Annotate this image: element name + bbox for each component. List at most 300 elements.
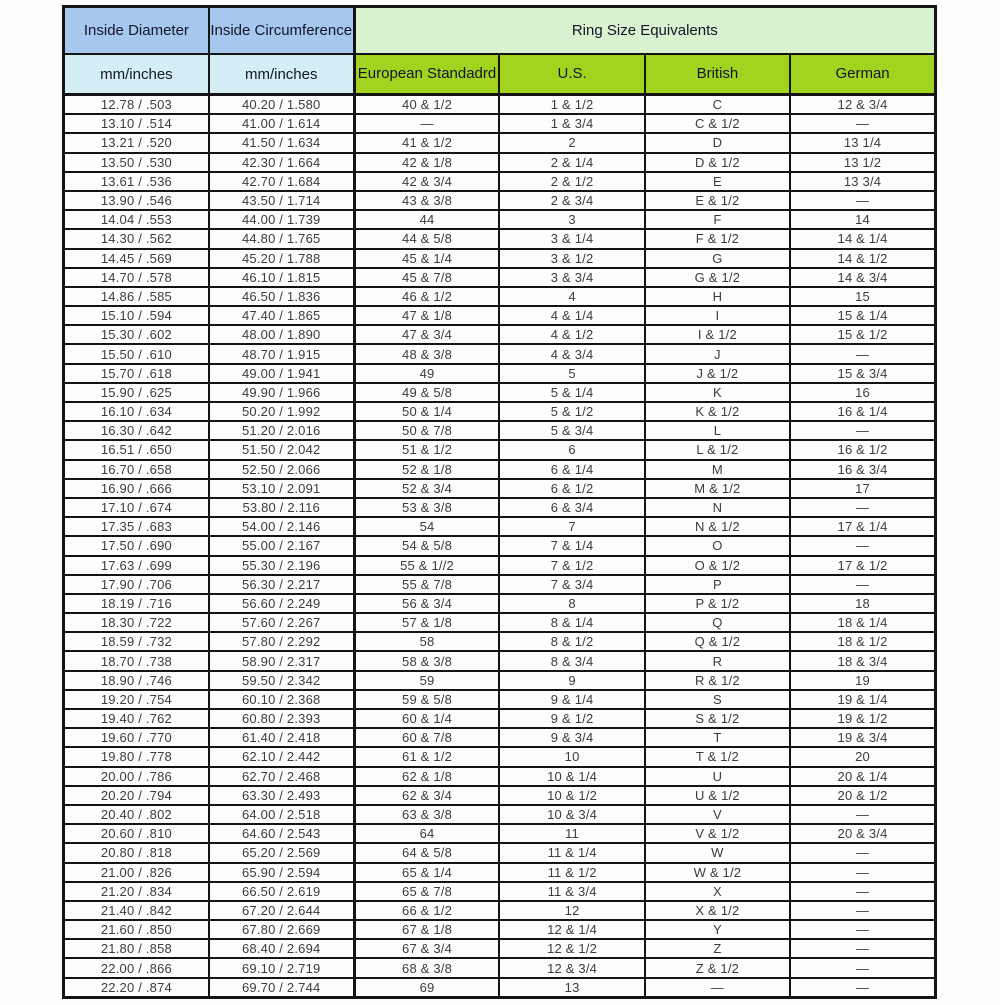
table-cell: 7: [499, 517, 644, 536]
table-cell: N: [645, 498, 790, 517]
table-row: [64, 920, 936, 939]
table-cell: Q: [645, 613, 790, 632]
table-cell: 54.00 / 2.146: [209, 517, 354, 536]
table-cell: 16.90 / .666: [64, 479, 209, 498]
column-header-german: German: [790, 54, 935, 95]
table-cell: 52.50 / 2.066: [209, 460, 354, 479]
table-row: [64, 863, 936, 882]
table-cell: 46.50 / 1.836: [209, 287, 354, 306]
table-cell: 4: [499, 287, 644, 306]
table-row: [64, 958, 936, 977]
table-cell: L & 1/2: [645, 440, 790, 459]
table-cell: 19.60 / .770: [64, 728, 209, 747]
table-cell: 18.30 / .722: [64, 613, 209, 632]
table-cell: 13: [499, 978, 644, 998]
table-cell: 14.70 / .578: [64, 268, 209, 287]
table-cell: 63.30 / 2.493: [209, 786, 354, 805]
table-cell: J & 1/2: [645, 364, 790, 383]
table-cell: 16 & 1/2: [790, 440, 935, 459]
table-cell: 1 & 1/2: [499, 95, 644, 115]
table-row: [64, 786, 936, 805]
table-cell: 40.20 / 1.580: [209, 95, 354, 115]
table-cell: C: [645, 95, 790, 115]
table-cell: 50 & 7/8: [354, 421, 499, 440]
table-cell: L: [645, 421, 790, 440]
table-cell: 64.60 / 2.543: [209, 824, 354, 843]
table-row: [64, 767, 936, 786]
table-cell: 11 & 1/4: [499, 843, 644, 862]
table-body: [64, 95, 936, 998]
table-row: [64, 268, 936, 287]
table-cell: M: [645, 460, 790, 479]
table-cell: 64.00 / 2.518: [209, 805, 354, 824]
table-cell: 20.80 / .818: [64, 843, 209, 862]
table-cell: 42.70 / 1.684: [209, 172, 354, 191]
table-cell: —: [790, 863, 935, 882]
table-cell: 55 & 1//2: [354, 556, 499, 575]
table-cell: 7 & 1/4: [499, 536, 644, 555]
table-cell: 62 & 1/8: [354, 767, 499, 786]
table-row: [64, 843, 936, 862]
table-cell: 19 & 1/2: [790, 709, 935, 728]
table-cell: 17.35 / .683: [64, 517, 209, 536]
table-cell: 49 & 5/8: [354, 383, 499, 402]
table-row: [64, 210, 936, 229]
table-cell: 14.30 / .562: [64, 229, 209, 248]
table-cell: 12 & 1/4: [499, 920, 644, 939]
table-cell: Z: [645, 939, 790, 958]
table-cell: F & 1/2: [645, 229, 790, 248]
table-cell: 8 & 1/4: [499, 613, 644, 632]
table-cell: 6 & 3/4: [499, 498, 644, 517]
table-cell: 5 & 3/4: [499, 421, 644, 440]
table-cell: X: [645, 882, 790, 901]
table-cell: 10 & 1/2: [499, 786, 644, 805]
table-cell: 13.10 / .514: [64, 114, 209, 133]
group-header-row: [64, 7, 936, 55]
table-cell: M & 1/2: [645, 479, 790, 498]
table-cell: 52 & 1/8: [354, 460, 499, 479]
table-row: [64, 479, 936, 498]
table-cell: I: [645, 306, 790, 325]
column-header-us: U.S.: [499, 54, 644, 95]
table-row: [64, 939, 936, 958]
table-cell: 17: [790, 479, 935, 498]
table-cell: 54: [354, 517, 499, 536]
table-cell: 58 & 3/8: [354, 651, 499, 670]
table-cell: —: [790, 421, 935, 440]
table-cell: 2 & 1/4: [499, 153, 644, 172]
table-cell: 15 & 1/4: [790, 306, 935, 325]
table-cell: 58: [354, 632, 499, 651]
table-cell: 49.00 / 1.941: [209, 364, 354, 383]
ring-size-conversion-table: [62, 5, 937, 999]
table-cell: 57.60 / 2.267: [209, 613, 354, 632]
table-cell: 55.00 / 2.167: [209, 536, 354, 555]
table-cell: 9 & 1/4: [499, 690, 644, 709]
table-cell: 13.50 / .530: [64, 153, 209, 172]
table-cell: —: [354, 114, 499, 133]
table-cell: 62.70 / 2.468: [209, 767, 354, 786]
table-cell: 12 & 1/2: [499, 939, 644, 958]
table-cell: 13.61 / .536: [64, 172, 209, 191]
table-cell: 17.90 / .706: [64, 575, 209, 594]
table-cell: 64 & 5/8: [354, 843, 499, 862]
table-cell: 8: [499, 594, 644, 613]
table-cell: 14.45 / .569: [64, 249, 209, 268]
table-cell: 19: [790, 671, 935, 690]
table-cell: 15: [790, 287, 935, 306]
table-cell: 5: [499, 364, 644, 383]
table-cell: 48.00 / 1.890: [209, 325, 354, 344]
table-cell: 8 & 3/4: [499, 651, 644, 670]
table-cell: 66.50 / 2.619: [209, 882, 354, 901]
table-cell: 21.20 / .834: [64, 882, 209, 901]
table-cell: X & 1/2: [645, 901, 790, 920]
table-cell: 50.20 / 1.992: [209, 402, 354, 421]
table-cell: 18.70 / .738: [64, 651, 209, 670]
column-header-european-standard: European Standadrd: [354, 54, 499, 95]
column-header-row: [64, 54, 936, 95]
table-row: [64, 460, 936, 479]
table-cell: 63 & 3/8: [354, 805, 499, 824]
table-cell: 11 & 3/4: [499, 882, 644, 901]
table-cell: 59.50 / 2.342: [209, 671, 354, 690]
table-cell: 18.90 / .746: [64, 671, 209, 690]
table-cell: 2: [499, 133, 644, 152]
table-cell: —: [790, 575, 935, 594]
table-cell: 3 & 3/4: [499, 268, 644, 287]
table-cell: 19.80 / .778: [64, 747, 209, 766]
table-row: [64, 383, 936, 402]
table-cell: 20.60 / .810: [64, 824, 209, 843]
table-cell: 12 & 3/4: [790, 95, 935, 115]
table-cell: 44.00 / 1.739: [209, 210, 354, 229]
table-cell: 4 & 1/4: [499, 306, 644, 325]
table-cell: —: [790, 843, 935, 862]
table-cell: 10 & 1/4: [499, 767, 644, 786]
table-cell: 14 & 3/4: [790, 268, 935, 287]
table-cell: 15.70 / .618: [64, 364, 209, 383]
table-cell: 9: [499, 671, 644, 690]
table-cell: U: [645, 767, 790, 786]
table-cell: 7 & 1/2: [499, 556, 644, 575]
table-row: [64, 364, 936, 383]
table-cell: 69.70 / 2.744: [209, 978, 354, 998]
table-cell: 42 & 3/4: [354, 172, 499, 191]
table-cell: 56 & 3/4: [354, 594, 499, 613]
table-cell: 17 & 1/4: [790, 517, 935, 536]
table-cell: 15 & 1/2: [790, 325, 935, 344]
table-cell: 4 & 1/2: [499, 325, 644, 344]
table-cell: 41 & 1/2: [354, 133, 499, 152]
table-cell: —: [790, 920, 935, 939]
table-cell: 15 & 3/4: [790, 364, 935, 383]
table-cell: 8 & 1/2: [499, 632, 644, 651]
table-cell: 2 & 3/4: [499, 191, 644, 210]
table-cell: 41.50 / 1.634: [209, 133, 354, 152]
table-cell: 55.30 / 2.196: [209, 556, 354, 575]
table-cell: —: [790, 191, 935, 210]
table-cell: 12.78 / .503: [64, 95, 209, 115]
table-cell: 55 & 7/8: [354, 575, 499, 594]
table-cell: 47 & 3/4: [354, 325, 499, 344]
table-cell: 68.40 / 2.694: [209, 939, 354, 958]
table-cell: 49: [354, 364, 499, 383]
table-cell: 6 & 1/4: [499, 460, 644, 479]
table-cell: 14.86 / .585: [64, 287, 209, 306]
table-cell: 40 & 1/2: [354, 95, 499, 115]
table-cell: P & 1/2: [645, 594, 790, 613]
table-cell: 19.20 / .754: [64, 690, 209, 709]
table-cell: 12 & 3/4: [499, 958, 644, 977]
table-cell: 65 & 1/4: [354, 863, 499, 882]
table-cell: 13.21 / .520: [64, 133, 209, 152]
table-cell: 50 & 1/4: [354, 402, 499, 421]
table-cell: 68 & 3/8: [354, 958, 499, 977]
table-cell: 65.20 / 2.569: [209, 843, 354, 862]
table-row: [64, 556, 936, 575]
table-row: [64, 133, 936, 152]
table-cell: 60.10 / 2.368: [209, 690, 354, 709]
table-cell: S & 1/2: [645, 709, 790, 728]
table-cell: 59: [354, 671, 499, 690]
table-cell: 20 & 1/2: [790, 786, 935, 805]
table-row: [64, 421, 936, 440]
table-cell: 18 & 1/2: [790, 632, 935, 651]
table-cell: 62.10 / 2.442: [209, 747, 354, 766]
table-cell: 53.80 / 2.116: [209, 498, 354, 517]
table-cell: J: [645, 344, 790, 363]
table-cell: 13 1/2: [790, 153, 935, 172]
table-row: [64, 901, 936, 920]
table-cell: 21.60 / .850: [64, 920, 209, 939]
table-row: [64, 613, 936, 632]
table-cell: Y: [645, 920, 790, 939]
table-cell: —: [790, 536, 935, 555]
table-cell: —: [790, 901, 935, 920]
table-cell: O: [645, 536, 790, 555]
table-cell: 9 & 1/2: [499, 709, 644, 728]
table-row: [64, 440, 936, 459]
table-cell: 15.90 / .625: [64, 383, 209, 402]
table-cell: 61 & 1/2: [354, 747, 499, 766]
table-row: [64, 594, 936, 613]
table-cell: T & 1/2: [645, 747, 790, 766]
table-row: [64, 671, 936, 690]
table-cell: 6: [499, 440, 644, 459]
table-cell: 44.80 / 1.765: [209, 229, 354, 248]
table-cell: —: [790, 882, 935, 901]
table-cell: 45 & 1/4: [354, 249, 499, 268]
table-cell: 46 & 1/2: [354, 287, 499, 306]
table-cell: 16: [790, 383, 935, 402]
table-cell: 64: [354, 824, 499, 843]
table-cell: 48 & 3/8: [354, 344, 499, 363]
table-cell: U & 1/2: [645, 786, 790, 805]
table-cell: 59 & 5/8: [354, 690, 499, 709]
table-row: [64, 325, 936, 344]
table-cell: 65 & 7/8: [354, 882, 499, 901]
table-cell: 18: [790, 594, 935, 613]
table-cell: 18 & 1/4: [790, 613, 935, 632]
table-cell: 51.20 / 2.016: [209, 421, 354, 440]
table-cell: 14 & 1/4: [790, 229, 935, 248]
table-cell: 67.20 / 2.644: [209, 901, 354, 920]
table-cell: V: [645, 805, 790, 824]
column-header-british: British: [645, 54, 790, 95]
table-row: [64, 344, 936, 363]
table-cell: 11 & 1/2: [499, 863, 644, 882]
table-cell: 18.19 / .716: [64, 594, 209, 613]
table-cell: S: [645, 690, 790, 709]
table-row: [64, 498, 936, 517]
table-cell: R: [645, 651, 790, 670]
table-cell: K: [645, 383, 790, 402]
table-cell: 3 & 1/4: [499, 229, 644, 248]
table-cell: 16.30 / .642: [64, 421, 209, 440]
table-cell: 15.50 / .610: [64, 344, 209, 363]
table-cell: 16.51 / .650: [64, 440, 209, 459]
column-header-circumference-units: mm/inches: [209, 54, 354, 95]
table-cell: I & 1/2: [645, 325, 790, 344]
table-cell: Z & 1/2: [645, 958, 790, 977]
table-cell: —: [790, 958, 935, 977]
table-row: [64, 882, 936, 901]
group-header-ring-size-equivalents: Ring Size Equivalents: [354, 7, 935, 55]
table-cell: 17 & 1/2: [790, 556, 935, 575]
table-cell: —: [790, 939, 935, 958]
table-cell: 6 & 1/2: [499, 479, 644, 498]
table-cell: E & 1/2: [645, 191, 790, 210]
table-cell: 16.70 / .658: [64, 460, 209, 479]
table-row: [64, 306, 936, 325]
table-cell: 22.00 / .866: [64, 958, 209, 977]
table-row: [64, 153, 936, 172]
table-row: [64, 402, 936, 421]
table-cell: N & 1/2: [645, 517, 790, 536]
table-cell: 67 & 3/4: [354, 939, 499, 958]
table-row: [64, 632, 936, 651]
table-cell: 11: [499, 824, 644, 843]
table-cell: H: [645, 287, 790, 306]
table-row: [64, 575, 936, 594]
table-cell: 42.30 / 1.664: [209, 153, 354, 172]
table-cell: 60.80 / 2.393: [209, 709, 354, 728]
table-cell: 69: [354, 978, 499, 998]
table-cell: —: [790, 805, 935, 824]
table-cell: 20.00 / .786: [64, 767, 209, 786]
table-cell: 17.50 / .690: [64, 536, 209, 555]
table-cell: Q & 1/2: [645, 632, 790, 651]
table-cell: 53.10 / 2.091: [209, 479, 354, 498]
table-cell: 22.20 / .874: [64, 978, 209, 998]
table-cell: D & 1/2: [645, 153, 790, 172]
table-cell: 56.30 / 2.217: [209, 575, 354, 594]
table-cell: 20: [790, 747, 935, 766]
table-cell: 13 3/4: [790, 172, 935, 191]
table-cell: 45.20 / 1.788: [209, 249, 354, 268]
table-row: [64, 114, 936, 133]
table-cell: 47 & 1/8: [354, 306, 499, 325]
table-cell: P: [645, 575, 790, 594]
table-cell: 14: [790, 210, 935, 229]
table-cell: F: [645, 210, 790, 229]
table-cell: 56.60 / 2.249: [209, 594, 354, 613]
table-cell: T: [645, 728, 790, 747]
table-cell: —: [790, 978, 935, 998]
table-cell: 14.04 / .553: [64, 210, 209, 229]
table-cell: 51 & 1/2: [354, 440, 499, 459]
table-cell: 21.40 / .842: [64, 901, 209, 920]
table-row: [64, 978, 936, 998]
table-cell: 16 & 1/4: [790, 402, 935, 421]
table-cell: 15.10 / .594: [64, 306, 209, 325]
table-cell: 18.59 / .732: [64, 632, 209, 651]
table-cell: W: [645, 843, 790, 862]
table-cell: 46.10 / 1.815: [209, 268, 354, 287]
table-cell: 67 & 1/8: [354, 920, 499, 939]
table-cell: 14 & 1/2: [790, 249, 935, 268]
table-cell: —: [790, 344, 935, 363]
table-cell: 47.40 / 1.865: [209, 306, 354, 325]
table-row: [64, 651, 936, 670]
table-cell: 58.90 / 2.317: [209, 651, 354, 670]
table-cell: 18 & 3/4: [790, 651, 935, 670]
table-cell: 16.10 / .634: [64, 402, 209, 421]
table-cell: 20.20 / .794: [64, 786, 209, 805]
table-cell: 20.40 / .802: [64, 805, 209, 824]
table-cell: 49.90 / 1.966: [209, 383, 354, 402]
table-header: [64, 7, 936, 95]
table-cell: 44 & 5/8: [354, 229, 499, 248]
table-row: [64, 709, 936, 728]
table-cell: 5 & 1/4: [499, 383, 644, 402]
table-cell: 57.80 / 2.292: [209, 632, 354, 651]
table-cell: 20 & 3/4: [790, 824, 935, 843]
table-cell: 21.80 / .858: [64, 939, 209, 958]
table-cell: 20 & 1/4: [790, 767, 935, 786]
table-cell: 60 & 7/8: [354, 728, 499, 747]
table-cell: —: [790, 498, 935, 517]
table-row: [64, 172, 936, 191]
table-cell: 44: [354, 210, 499, 229]
table-cell: G & 1/2: [645, 268, 790, 287]
table-cell: —: [790, 114, 935, 133]
table-cell: 62 & 3/4: [354, 786, 499, 805]
table-cell: 17.10 / .674: [64, 498, 209, 517]
table-row: [64, 536, 936, 555]
table-cell: 19 & 1/4: [790, 690, 935, 709]
table-cell: 53 & 3/8: [354, 498, 499, 517]
table-cell: 48.70 / 1.915: [209, 344, 354, 363]
table-row: [64, 747, 936, 766]
table-cell: 13.90 / .546: [64, 191, 209, 210]
table-cell: 67.80 / 2.669: [209, 920, 354, 939]
table-cell: 5 & 1/2: [499, 402, 644, 421]
table-row: [64, 191, 936, 210]
table-cell: 43.50 / 1.714: [209, 191, 354, 210]
table-cell: 54 & 5/8: [354, 536, 499, 555]
table-cell: 12: [499, 901, 644, 920]
table-cell: 66 & 1/2: [354, 901, 499, 920]
table-cell: 16 & 3/4: [790, 460, 935, 479]
table-cell: O & 1/2: [645, 556, 790, 575]
group-header-inside-diameter: Inside Diameter: [64, 7, 209, 55]
table-cell: 1 & 3/4: [499, 114, 644, 133]
table-cell: D: [645, 133, 790, 152]
table-row: [64, 95, 936, 115]
